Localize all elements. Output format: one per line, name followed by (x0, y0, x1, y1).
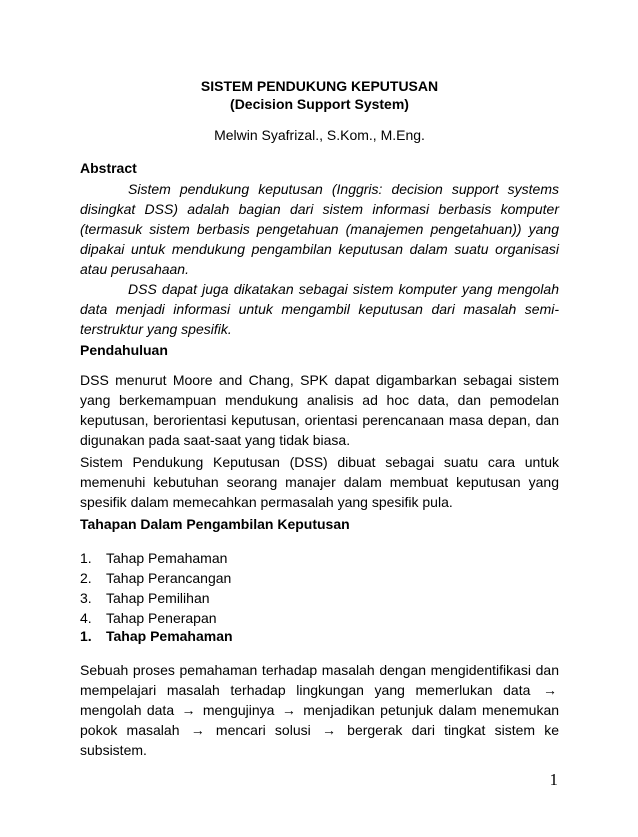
section-1-number: 1. (80, 628, 92, 644)
pendahuluan-paragraph-1: DSS menurut Moore and Chang, SPK dapat digambarkan sebagai sistem yang berkemampuan mendukung analisis ad hoc data, dan pemodelan keputusan, berorientasi keputusan, orientasi perencanaan masa depan, dan digunakan pada saat-saat yang tidak biasa. (80, 372, 559, 448)
paragraph-part: mengolah data (80, 702, 175, 718)
arrow-right-icon: → (321, 722, 336, 738)
paragraph-part: Sebuah proses pemahaman terhadap masalah dengan mengidentifikasi dan mempelajari masalah terhadap lingkungan yang memerlukan data (80, 662, 559, 698)
tahapan-heading: Tahapan Dalam Pengambilan Keputusan (80, 516, 350, 532)
section-1-title: Tahap Pemahaman (106, 628, 233, 644)
title-line-1: SISTEM PENDUKUNG KEPUTUSAN (200, 78, 439, 94)
arrow-right-icon: → (543, 682, 557, 698)
list-item (80, 588, 559, 608)
document-title (80, 77, 559, 113)
arrow-right-icon: → (281, 702, 296, 718)
list-item-label: Tahap Penerapan (106, 610, 217, 626)
abstract-paragraph-1: Sistem pendukung keputusan (Inggris: decision support systems disingkat DSS) adalah bagian dari sistem informasi berbasis komputer (termasuk sistem berbasis pengetahuan (manajemen pengetahuan)) yang dipakai untuk mendukung pengambilan keputusan dalam suatu organisasi atau perusahaan. (80, 181, 559, 277)
arrow-right-icon: → (181, 702, 196, 718)
section-1-paragraph (80, 660, 559, 760)
list-item-label: Tahap Perancangan (106, 570, 232, 586)
paragraph-part: mencari solusi (215, 722, 311, 738)
title-line-2: (Decision Support System) (230, 96, 409, 112)
list-item (80, 608, 559, 628)
list-item (80, 548, 559, 568)
abstract-paragraph-2: DSS dapat juga dikatakan sebagai sistem komputer yang mengolah data menjadi informasi untuk mengambil keputusan dari masalah semi-terstruktur yang spesifik. (80, 281, 559, 337)
page-number: 1 (549, 770, 558, 789)
list-item-label: Tahap Pemilihan (106, 590, 210, 606)
paragraph-part: menjadikan petunjuk dalam menemukan pokok masalah (80, 702, 560, 738)
pendahuluan-paragraph-2: Sistem Pendukung Keputusan (DSS) dibuat sebagai suatu cara untuk memenuhi kebutuhan seorang manajer dalam membuat keputusan yang spesifik dalam memecahkan permasalah yang spesifik pula. (80, 454, 559, 510)
section-1-heading (80, 627, 559, 645)
tahapan-list (80, 548, 559, 628)
list-item-number: 3. (80, 590, 92, 606)
paragraph-part: bergerak dari tingkat sistem ke subsistem. (80, 722, 560, 758)
list-item-number: 2. (80, 570, 92, 586)
arrow-right-icon: → (190, 722, 205, 738)
abstract-heading: Abstract (80, 160, 137, 176)
author-line: Melwin Syafrizal., S.Kom., M.Eng. (214, 127, 425, 143)
abstract-body (80, 179, 559, 339)
list-item (80, 568, 559, 588)
list-item-number: 4. (80, 610, 92, 626)
list-item-label: Tahap Pemahaman (106, 550, 228, 566)
paragraph-part: mengujinya (202, 702, 275, 718)
pendahuluan-heading: Pendahuluan (80, 342, 168, 358)
list-item-number: 1. (80, 550, 92, 566)
